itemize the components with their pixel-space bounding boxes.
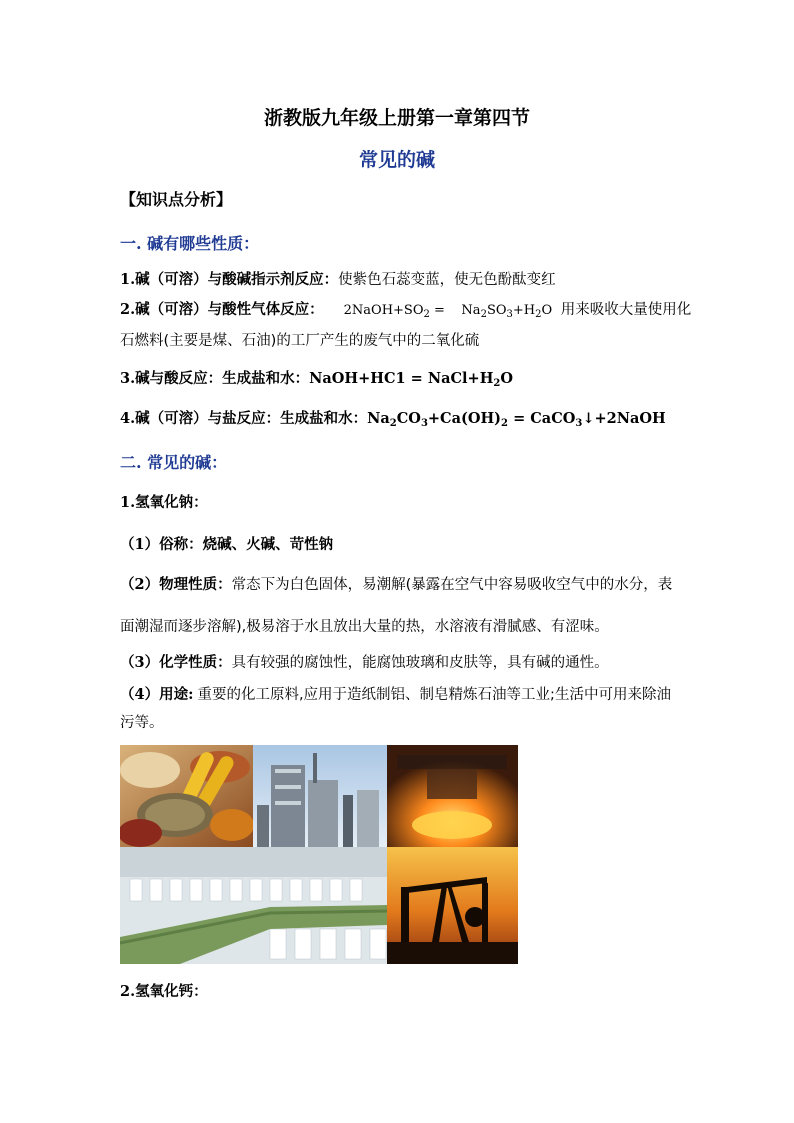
item3-line xyxy=(120,368,513,390)
item2-text-cont: 石燃料(主要是煤、石油)的工厂产生的废气中的二氧化硫 xyxy=(120,333,480,349)
steel-mill-photo xyxy=(387,745,518,847)
p3-line xyxy=(120,652,609,674)
grains-photo xyxy=(120,745,253,847)
item3-label: 3.碱与酸反应：生成盐和水： xyxy=(120,370,310,387)
sodium-hydroxide-heading: 1.氢氧化钠： xyxy=(120,494,208,511)
p1-text: 烧碱、火碱、苛性钠 xyxy=(202,536,334,553)
item1-line xyxy=(120,269,556,291)
calcium-hydroxide-heading: 2.氢氧化钙： xyxy=(120,983,208,1000)
item2-line xyxy=(120,299,691,322)
item1-text: 使紫色石蕊变蓝，使无色酚酞变红 xyxy=(338,272,556,288)
textile-mill-photo xyxy=(120,847,387,964)
item2-label: 2.碱（可溶）与酸性气体反应： xyxy=(120,301,324,318)
item2-formula: $2NaOH+SO_2$ = $Na_2SO_3+H_2O$ xyxy=(343,303,553,320)
section-header: 【知识点分析】 xyxy=(120,190,233,209)
p1-label: （1）俗称： xyxy=(120,536,203,553)
p4-text-cont: 污等。 xyxy=(120,715,164,731)
p1-line xyxy=(120,534,333,556)
factory-photo xyxy=(253,745,387,847)
part1-heading: 一. 碱有哪些性质： xyxy=(120,234,260,253)
p4-line xyxy=(120,684,671,706)
item4-label: 4.碱（可溶）与盐反应：生成盐和水： xyxy=(120,410,368,427)
item3-formula: NaOH+HC1 = $NaCl+H_2O$ xyxy=(309,370,514,389)
item1-label: 1.碱（可溶）与酸碱指示剂反应： xyxy=(120,271,339,288)
oil-pump-photo xyxy=(387,847,518,964)
p3-text: 具有较强的腐蚀性，能腐蚀玻璃和皮肤等，具有碱的通性。 xyxy=(231,655,609,671)
item2-text: 用来吸收大量使用化 xyxy=(560,302,692,318)
p3-label: （3）化学性质： xyxy=(120,654,232,671)
p4-text: 重要的化工原料,应用于造纸制铝、制皂精炼石油等工业;生活中可用来除油 xyxy=(197,687,671,703)
part2-heading: 二. 常见的碱： xyxy=(120,453,228,472)
p2-label: （2）物理性质： xyxy=(120,576,232,593)
p2-text: 常态下为白色固体，易潮解(暴露在空气中容易吸收空气中的水分，表 xyxy=(231,577,673,593)
p4-label: （4）用途: xyxy=(120,686,194,703)
p2-line xyxy=(120,574,672,596)
document-subtitle: 常见的碱 xyxy=(358,149,435,171)
item4-line xyxy=(120,408,666,430)
p2-text-cont: 面潮湿而逐步溶解),极易溶于水且放出大量的热，水溶液有滑腻感、有涩味。 xyxy=(120,619,609,635)
item4-formula: $Na_2CO_3+Ca(OH)_2$ = CaCO$_3$↓+2NaOH xyxy=(367,410,666,429)
document-title: 浙教版九年级上册第一章第四节 xyxy=(263,107,530,129)
